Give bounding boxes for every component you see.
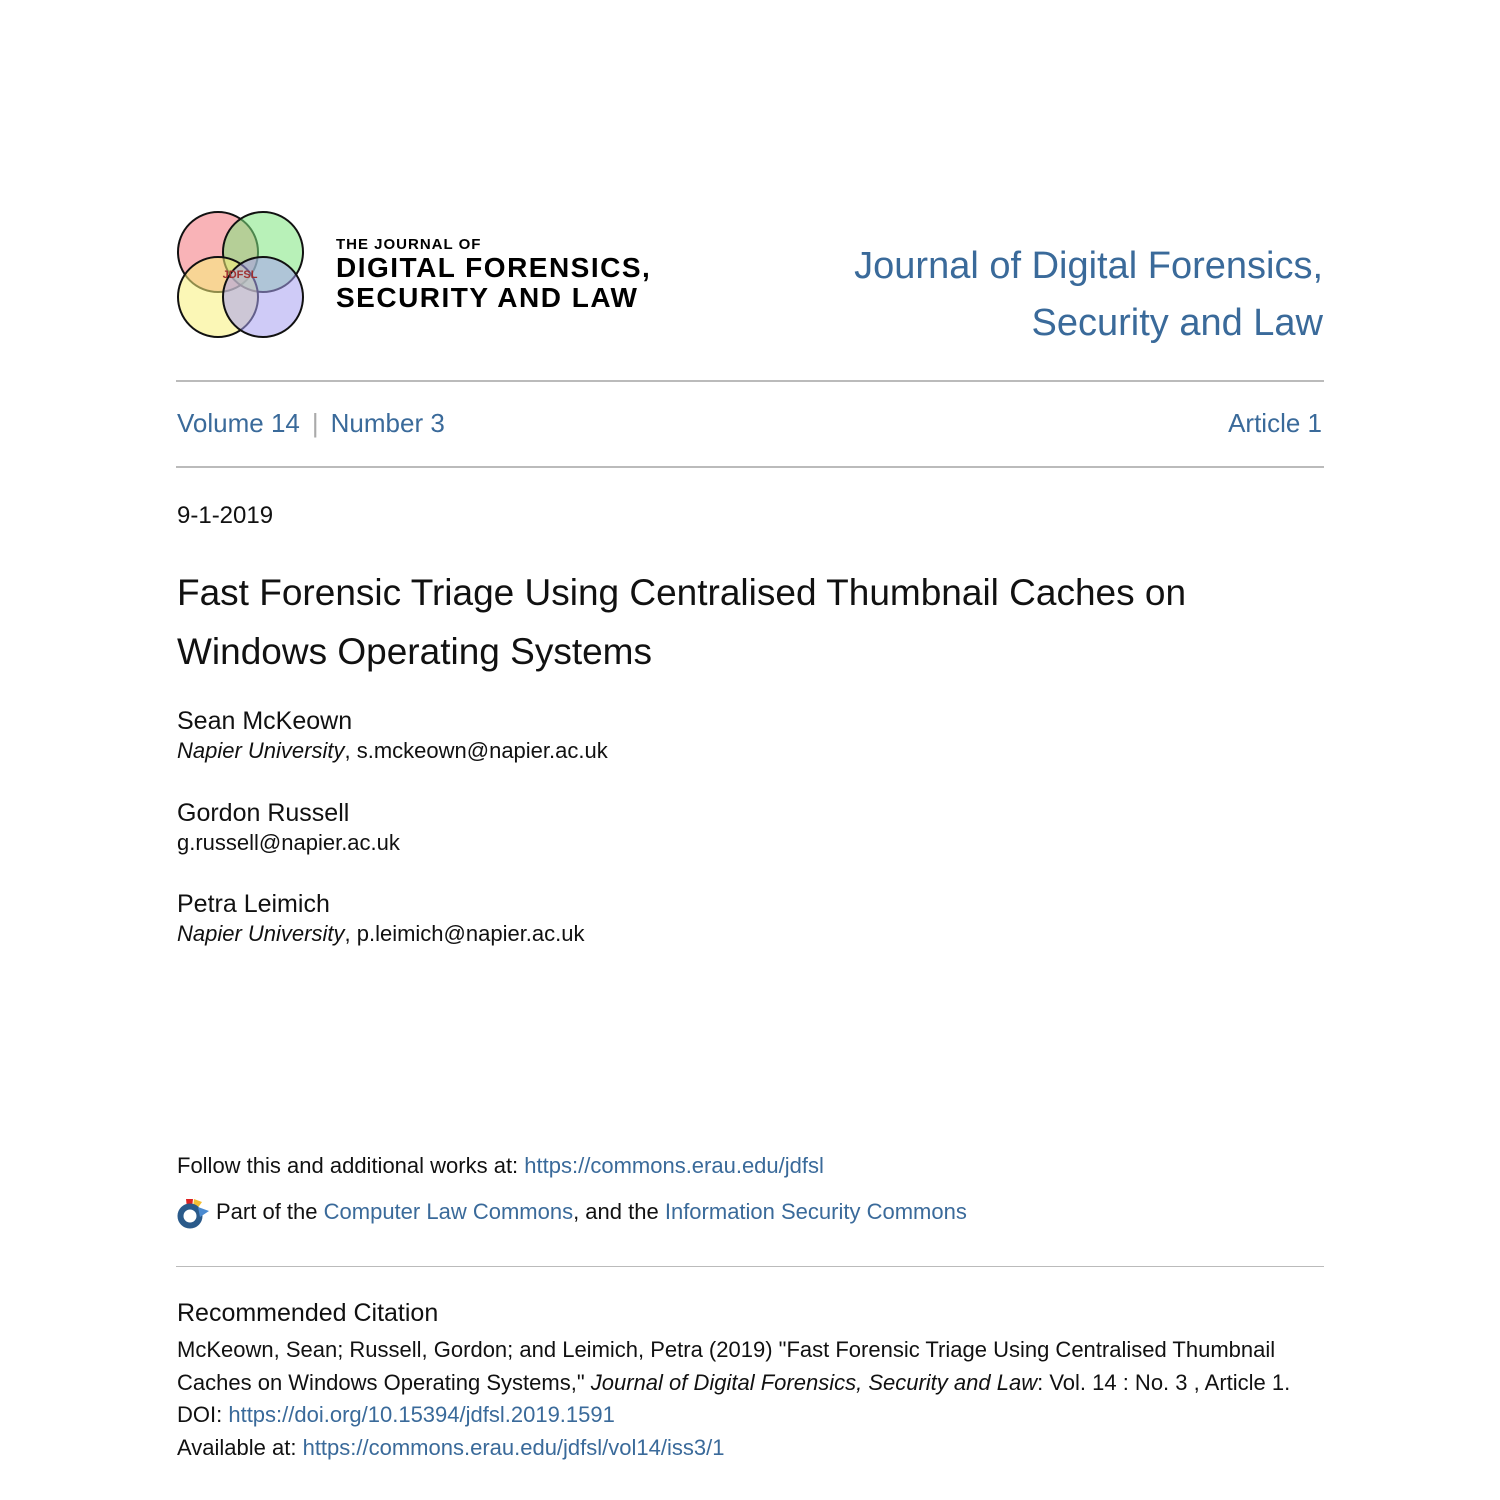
part-of-mid: , and the [573,1199,659,1224]
logo-wordmark [336,236,651,313]
article-link[interactable]: Article 1 [1228,408,1322,438]
article-title: Fast Forensic Triage Using Centralised Thumbnail Caches on Windows Operating Systems [177,572,1187,672]
logo-line3: SECURITY AND LAW [336,282,639,313]
journal-title-line1[interactable]: Journal of Digital Forensics, [854,245,1323,287]
journal-title-line2[interactable]: Security and Law [1031,302,1323,344]
author-name: Gordon Russell [177,799,350,827]
jdfsl-commons-link[interactable]: https://commons.erau.edu/jdfsl [524,1153,824,1178]
volume-link[interactable]: Volume 14 [177,408,300,438]
author-email: g.russell@napier.ac.uk [177,830,400,855]
citation-journal: Journal of Digital Forensics, Security and Law [590,1369,1038,1395]
author-email: , s.mckeown@napier.ac.uk [344,738,608,763]
citation-text: McKeown, Sean; Russell, Gordon; and Leimich, Petra (2019) "Fast Forensic Triage Using Centralised Thumbnail Caches on Windows Operating Systems," [177,1337,1276,1395]
network-commons-icon [176,1195,210,1229]
recommended-citation [177,1299,1317,1464]
logo-line1: THE JOURNAL OF [336,236,482,253]
available-link[interactable]: https://commons.erau.edu/jdfsl/vol14/iss3/1 [302,1434,725,1460]
divider [176,1266,1324,1267]
author-email: , p.leimich@napier.ac.uk [344,921,585,946]
part-of-line [176,1195,967,1229]
doi-link[interactable]: https://doi.org/10.15394/jdfsl.2019.1591 [228,1402,615,1427]
author [177,706,608,766]
information-security-commons-link[interactable]: Information Security Commons [664,1199,967,1224]
author-affiliation: Napier University [177,921,345,946]
issue-breadcrumb: Volume 14 | Number 3 [177,408,445,438]
divider [176,380,1324,382]
number-link[interactable]: Number 3 [330,408,445,438]
logo-line2: DIGITAL FORENSICS, [336,252,652,283]
divider [176,466,1324,468]
follow-text: Follow this and additional works at: [177,1153,525,1178]
citation-text: : Vol. 14 : No. 3 , Article 1. [1037,1369,1291,1395]
author [177,889,585,949]
author-name: Sean McKeown [177,707,353,735]
svg-text:JDFSL: JDFSL [222,269,258,281]
available-label: Available at: [177,1434,303,1460]
doi-label: DOI: [177,1402,229,1427]
author [177,798,400,858]
jdfsl-logo [176,210,306,340]
citation-heading: Recommended Citation [177,1299,439,1327]
publication-date: 9-1-2019 [177,502,274,529]
part-of-text: Part of the [216,1199,318,1224]
follow-line [177,1153,824,1179]
journal-title-link[interactable] [854,238,1323,352]
computer-law-commons-link[interactable]: Computer Law Commons [323,1199,574,1224]
author-affiliation: Napier University [177,738,345,763]
author-name: Petra Leimich [177,890,330,918]
